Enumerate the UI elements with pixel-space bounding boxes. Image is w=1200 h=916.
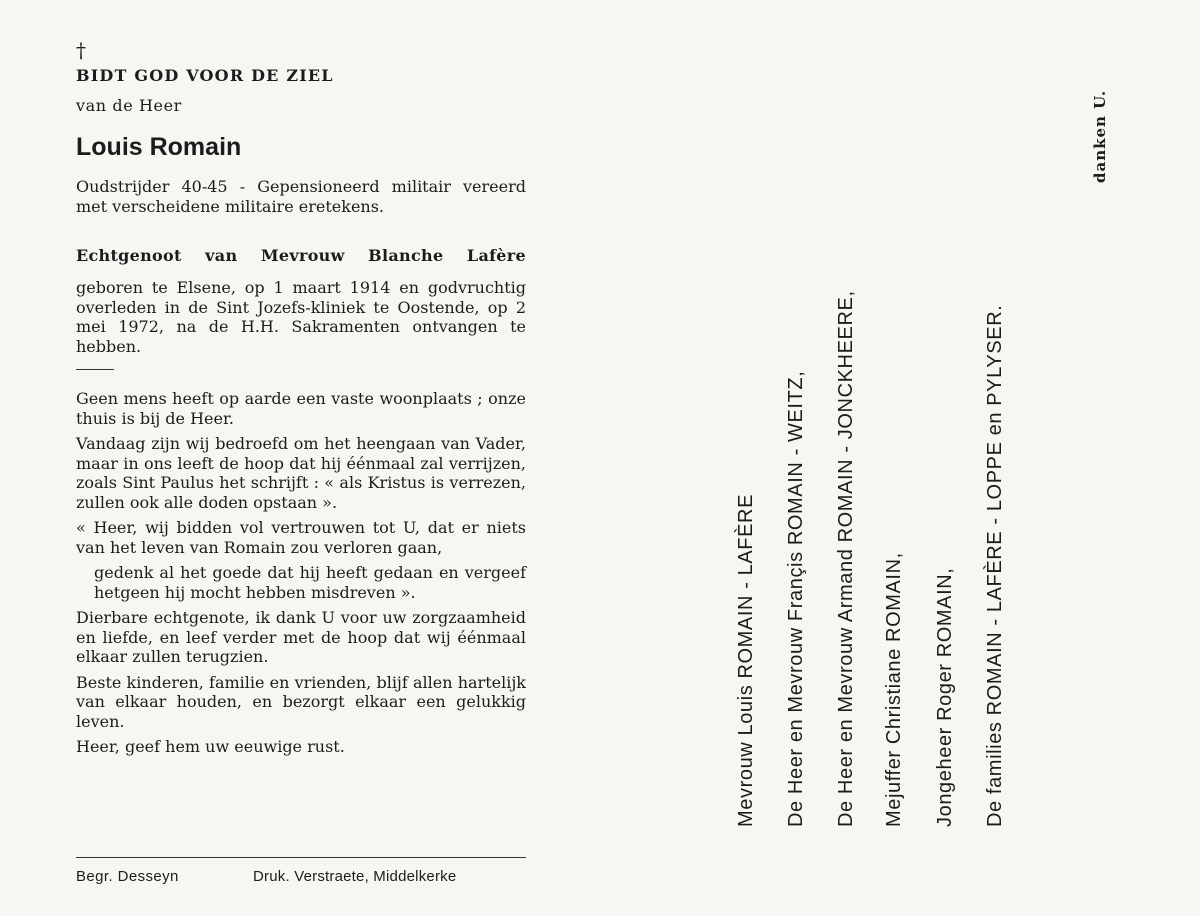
family-line: De Heer en Mevrouw Armand ROMAIN - JONCKHEERE, — [835, 290, 857, 827]
prayer-paragraph: Heer, geef hem uw eeuwige rust. — [76, 737, 345, 756]
footer-divider — [76, 857, 526, 858]
family-line: Mejuffer Christiane ROMAIN, — [883, 552, 905, 827]
deceased-name: Louis Romain — [76, 133, 242, 161]
footer-designer: Begr. Desseyn — [76, 868, 179, 885]
prayer-paragraph: gedenk al het goede dat hij heeft gedaan en vergeef hetgeen hij mocht hebben misdreven ». — [94, 563, 526, 602]
prayer-paragraph: Vandaag zijn wij bedroefd om het heengaan van Vader, maar in ons leeft de hoop dat hij éénmaal zal verrijzen, zoals Sint Paulus het schrijft : « als Kristus is verrezen, zullen ook alle doden opstaan ». — [76, 434, 526, 512]
spouse-line: Echtgenoot van Mevrouw Blanche Lafère — [76, 246, 526, 265]
family-line: Jongeheer Roger ROMAIN, — [934, 567, 956, 827]
footer-printer: Druk. Verstraete, Middelkerke — [253, 868, 457, 885]
prayer-text — [76, 389, 526, 763]
prayer-paragraph: « Heer, wij bidden vol vertrouwen tot U, dat er niets van het leven van Romain zou verloren gaan, — [76, 518, 526, 557]
thanks-line: danken U. — [1091, 89, 1109, 183]
cross-icon: † — [76, 38, 86, 62]
family-line: De Heer en Mevrouw Françis ROMAIN - WEITZ, — [785, 370, 807, 827]
biography: Oudstrijder 40-45 - Gepensioneerd militair vereerd met verscheidene militaire eretekens. — [76, 177, 526, 216]
family-line: Mevrouw Louis ROMAIN - LAFÈRE — [735, 493, 757, 827]
prayer-paragraph: Dierbare echtgenote, ik dank U voor uw zorgzaamheid en liefde, en leef verder met de hoop dat wij éénmaal elkaar zullen terugzien. — [76, 608, 526, 666]
divider — [76, 369, 114, 370]
subheading: van de Heer — [76, 96, 182, 115]
prayer-heading: BIDT GOD VOOR DE ZIEL — [76, 66, 334, 85]
prayer-paragraph: Beste kinderen, familie en vrienden, blijf allen hartelijk van elkaar houden, en bezorgt elkaar een gelukkig leven. — [76, 672, 526, 731]
birth-death-details: geboren te Elsene, op 1 maart 1914 en godvruchtig overleden in de Sint Jozefs-kliniek te Oostende, op 2 mei 1972, na de H.H. Sakramenten ontvangen te hebben. — [76, 278, 526, 356]
prayer-paragraph: Geen mens heeft op aarde een vaste woonplaats ; onze thuis is bij de Heer. — [76, 389, 526, 428]
family-line: De families ROMAIN - LAFÈRE - LOPPE en PYLYSER. — [984, 304, 1006, 827]
